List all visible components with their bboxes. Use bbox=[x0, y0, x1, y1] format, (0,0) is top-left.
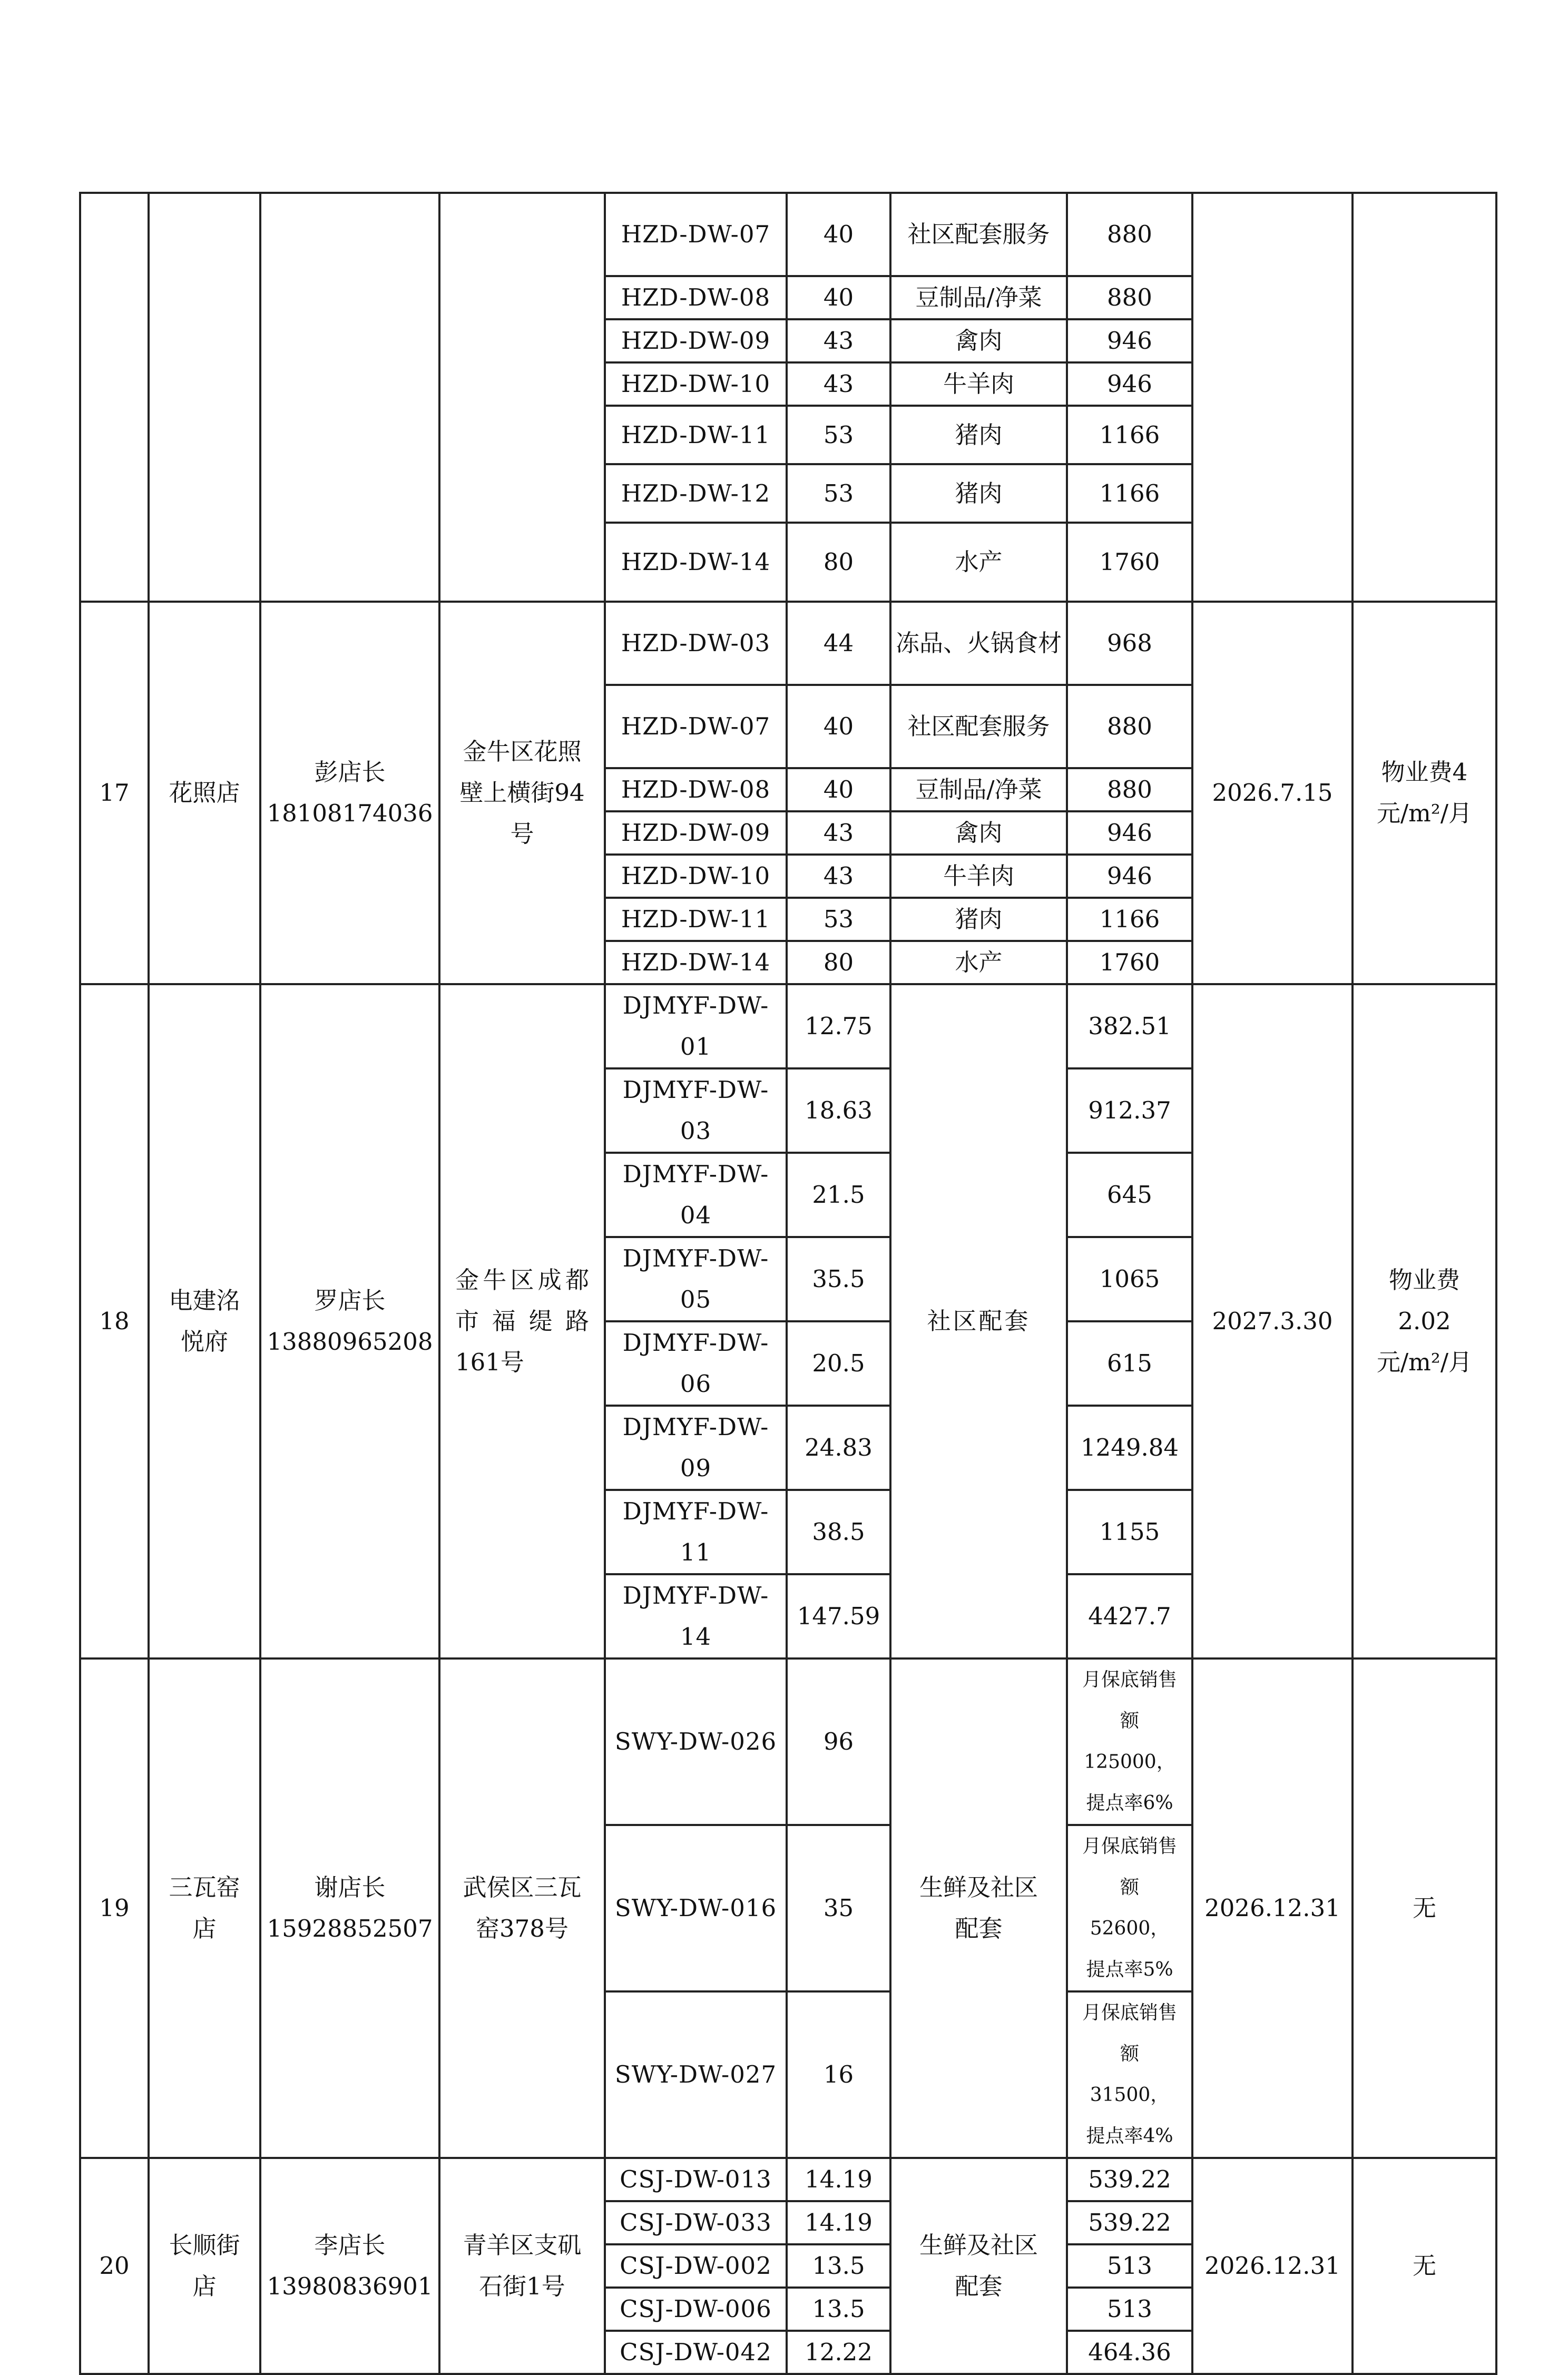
unit-area: 53 bbox=[787, 898, 890, 941]
table-row bbox=[80, 193, 1496, 276]
store-address: 金牛区花照壁上横街94号 bbox=[439, 602, 605, 984]
unit-area: 147.59 bbox=[787, 1574, 890, 1658]
unit-area: 96 bbox=[787, 1658, 890, 1825]
unit-area: 38.5 bbox=[787, 1490, 890, 1574]
unit-rent: 968 bbox=[1067, 602, 1192, 685]
store-contact: 罗店长 13880965208 bbox=[260, 984, 439, 1658]
cont-contact-cell bbox=[260, 193, 439, 602]
unit-rent: 513 bbox=[1067, 2244, 1192, 2288]
table-body bbox=[80, 193, 1496, 2374]
unit-use: 豆制品/净菜 bbox=[890, 768, 1067, 811]
store-address: 武侯区三瓦窑378号 bbox=[439, 1658, 605, 2158]
table-row bbox=[80, 602, 1496, 685]
unit-rent: 月保底销售额125000，提点率6% bbox=[1067, 1658, 1192, 1825]
store-use: 生鲜及社区配套 bbox=[890, 2158, 1067, 2374]
unit-rent: 4427.7 bbox=[1067, 1574, 1192, 1658]
unit-rent: 1760 bbox=[1067, 941, 1192, 984]
store-expiry: 2026.7.15 bbox=[1192, 602, 1353, 984]
store-use: 社区配套 bbox=[890, 984, 1067, 1658]
unit-rent: 1166 bbox=[1067, 406, 1192, 464]
unit-rent: 615 bbox=[1067, 1321, 1192, 1406]
store-expiry: 2026.12.31 bbox=[1192, 1658, 1353, 2158]
unit-rent: 946 bbox=[1067, 811, 1192, 855]
cont-no-cell bbox=[80, 193, 149, 602]
table-row bbox=[80, 2158, 1496, 2201]
unit-use: 水产 bbox=[890, 523, 1067, 602]
unit-code: DJMYF-DW-06 bbox=[605, 1321, 787, 1406]
store-name: 电建洺悦府 bbox=[149, 984, 260, 1658]
table-row bbox=[80, 984, 1496, 1068]
unit-rent: 1166 bbox=[1067, 464, 1192, 523]
unit-code: HZD-DW-14 bbox=[605, 941, 787, 984]
unit-area: 16 bbox=[787, 1991, 890, 2158]
unit-area: 40 bbox=[787, 768, 890, 811]
unit-rent: 月保底销售额52600，提点率5% bbox=[1067, 1825, 1192, 1991]
unit-area: 44 bbox=[787, 602, 890, 685]
unit-area: 80 bbox=[787, 941, 890, 984]
unit-code: DJMYF-DW-09 bbox=[605, 1406, 787, 1490]
unit-area: 24.83 bbox=[787, 1406, 890, 1490]
unit-code: CSJ-DW-013 bbox=[605, 2158, 787, 2201]
unit-code: CSJ-DW-033 bbox=[605, 2201, 787, 2244]
unit-area: 12.22 bbox=[787, 2331, 890, 2374]
unit-use: 豆制品/净菜 bbox=[890, 276, 1067, 319]
store-contact: 彭店长 18108174036 bbox=[260, 602, 439, 984]
unit-rent: 912.37 bbox=[1067, 1068, 1192, 1153]
unit-area: 40 bbox=[787, 685, 890, 768]
unit-use: 牛羊肉 bbox=[890, 362, 1067, 406]
unit-rent: 539.22 bbox=[1067, 2201, 1192, 2244]
unit-rent: 513 bbox=[1067, 2288, 1192, 2331]
unit-use: 禽肉 bbox=[890, 319, 1067, 362]
unit-rent: 464.36 bbox=[1067, 2331, 1192, 2374]
unit-area: 14.19 bbox=[787, 2158, 890, 2201]
cont-address-cell bbox=[439, 193, 605, 602]
unit-code: HZD-DW-03 bbox=[605, 602, 787, 685]
unit-code: SWY-DW-027 bbox=[605, 1991, 787, 2158]
store-no: 19 bbox=[80, 1658, 149, 2158]
unit-use: 猪肉 bbox=[890, 406, 1067, 464]
unit-code: HZD-DW-07 bbox=[605, 193, 787, 276]
unit-code: DJMYF-DW-14 bbox=[605, 1574, 787, 1658]
unit-rent: 880 bbox=[1067, 276, 1192, 319]
unit-area: 53 bbox=[787, 464, 890, 523]
unit-code: HZD-DW-12 bbox=[605, 464, 787, 523]
cont-note-cell bbox=[1353, 193, 1496, 602]
unit-rent: 1065 bbox=[1067, 1237, 1192, 1321]
unit-code: CSJ-DW-006 bbox=[605, 2288, 787, 2331]
store-note: 无 bbox=[1353, 2158, 1496, 2374]
unit-use: 猪肉 bbox=[890, 898, 1067, 941]
unit-code: HZD-DW-10 bbox=[605, 855, 787, 898]
unit-area: 43 bbox=[787, 362, 890, 406]
store-address: 金牛区成都市福缇路161号 bbox=[439, 984, 605, 1658]
unit-area: 20.5 bbox=[787, 1321, 890, 1406]
unit-area: 14.19 bbox=[787, 2201, 890, 2244]
unit-code: HZD-DW-14 bbox=[605, 523, 787, 602]
unit-code: DJMYF-DW-05 bbox=[605, 1237, 787, 1321]
unit-rent: 880 bbox=[1067, 193, 1192, 276]
store-use: 生鲜及社区配套 bbox=[890, 1658, 1067, 2158]
store-note: 物业费2.02元/m²/月 bbox=[1353, 984, 1496, 1658]
store-expiry: 2027.3.30 bbox=[1192, 984, 1353, 1658]
store-no: 18 bbox=[80, 984, 149, 1658]
unit-code: HZD-DW-11 bbox=[605, 406, 787, 464]
store-lease-table bbox=[79, 192, 1497, 2375]
unit-area: 43 bbox=[787, 811, 890, 855]
unit-rent: 946 bbox=[1067, 319, 1192, 362]
store-note: 物业费4元/m²/月 bbox=[1353, 602, 1496, 984]
unit-rent: 1760 bbox=[1067, 523, 1192, 602]
unit-use: 社区配套服务 bbox=[890, 193, 1067, 276]
unit-code: HZD-DW-08 bbox=[605, 768, 787, 811]
store-name: 三瓦窑店 bbox=[149, 1658, 260, 2158]
unit-area: 18.63 bbox=[787, 1068, 890, 1153]
unit-use: 社区配套服务 bbox=[890, 685, 1067, 768]
store-contact: 李店长 13980836901 bbox=[260, 2158, 439, 2374]
store-no: 20 bbox=[80, 2158, 149, 2374]
unit-code: DJMYF-DW-04 bbox=[605, 1153, 787, 1237]
store-name: 花照店 bbox=[149, 602, 260, 984]
unit-rent: 946 bbox=[1067, 855, 1192, 898]
unit-rent: 645 bbox=[1067, 1153, 1192, 1237]
unit-use: 水产 bbox=[890, 941, 1067, 984]
store-note: 无 bbox=[1353, 1658, 1496, 2158]
unit-use: 猪肉 bbox=[890, 464, 1067, 523]
unit-code: DJMYF-DW-03 bbox=[605, 1068, 787, 1153]
unit-code: HZD-DW-09 bbox=[605, 319, 787, 362]
cont-name-cell bbox=[149, 193, 260, 602]
unit-rent: 月保底销售额31500，提点率4% bbox=[1067, 1991, 1192, 2158]
unit-use: 禽肉 bbox=[890, 811, 1067, 855]
unit-rent: 539.22 bbox=[1067, 2158, 1192, 2201]
unit-area: 43 bbox=[787, 855, 890, 898]
store-contact: 谢店长 15928852507 bbox=[260, 1658, 439, 2158]
unit-code: HZD-DW-11 bbox=[605, 898, 787, 941]
unit-code: SWY-DW-016 bbox=[605, 1825, 787, 1991]
store-expiry: 2026.12.31 bbox=[1192, 2158, 1353, 2374]
unit-area: 21.5 bbox=[787, 1153, 890, 1237]
unit-code: DJMYF-DW-11 bbox=[605, 1490, 787, 1574]
unit-rent: 946 bbox=[1067, 362, 1192, 406]
store-name: 长顺街店 bbox=[149, 2158, 260, 2374]
cont-expiry-cell bbox=[1192, 193, 1353, 602]
unit-rent: 382.51 bbox=[1067, 984, 1192, 1068]
unit-rent: 1249.84 bbox=[1067, 1406, 1192, 1490]
unit-area: 13.5 bbox=[787, 2244, 890, 2288]
table-row bbox=[80, 1658, 1496, 1825]
unit-use: 冻品、火锅食材 bbox=[890, 602, 1067, 685]
unit-code: HZD-DW-09 bbox=[605, 811, 787, 855]
unit-area: 40 bbox=[787, 276, 890, 319]
unit-area: 13.5 bbox=[787, 2288, 890, 2331]
unit-code: CSJ-DW-002 bbox=[605, 2244, 787, 2288]
store-address: 青羊区支矶石街1号 bbox=[439, 2158, 605, 2374]
unit-rent: 1155 bbox=[1067, 1490, 1192, 1574]
unit-rent: 880 bbox=[1067, 768, 1192, 811]
unit-code: HZD-DW-08 bbox=[605, 276, 787, 319]
unit-area: 40 bbox=[787, 193, 890, 276]
unit-use: 牛羊肉 bbox=[890, 855, 1067, 898]
unit-area: 12.75 bbox=[787, 984, 890, 1068]
unit-code: CSJ-DW-042 bbox=[605, 2331, 787, 2374]
unit-code: HZD-DW-07 bbox=[605, 685, 787, 768]
unit-code: HZD-DW-10 bbox=[605, 362, 787, 406]
unit-code: DJMYF-DW-01 bbox=[605, 984, 787, 1068]
unit-code: SWY-DW-026 bbox=[605, 1658, 787, 1825]
unit-rent: 880 bbox=[1067, 685, 1192, 768]
unit-area: 80 bbox=[787, 523, 890, 602]
unit-rent: 1166 bbox=[1067, 898, 1192, 941]
unit-area: 43 bbox=[787, 319, 890, 362]
unit-area: 35.5 bbox=[787, 1237, 890, 1321]
store-no: 17 bbox=[80, 602, 149, 984]
unit-area: 53 bbox=[787, 406, 890, 464]
unit-area: 35 bbox=[787, 1825, 890, 1991]
